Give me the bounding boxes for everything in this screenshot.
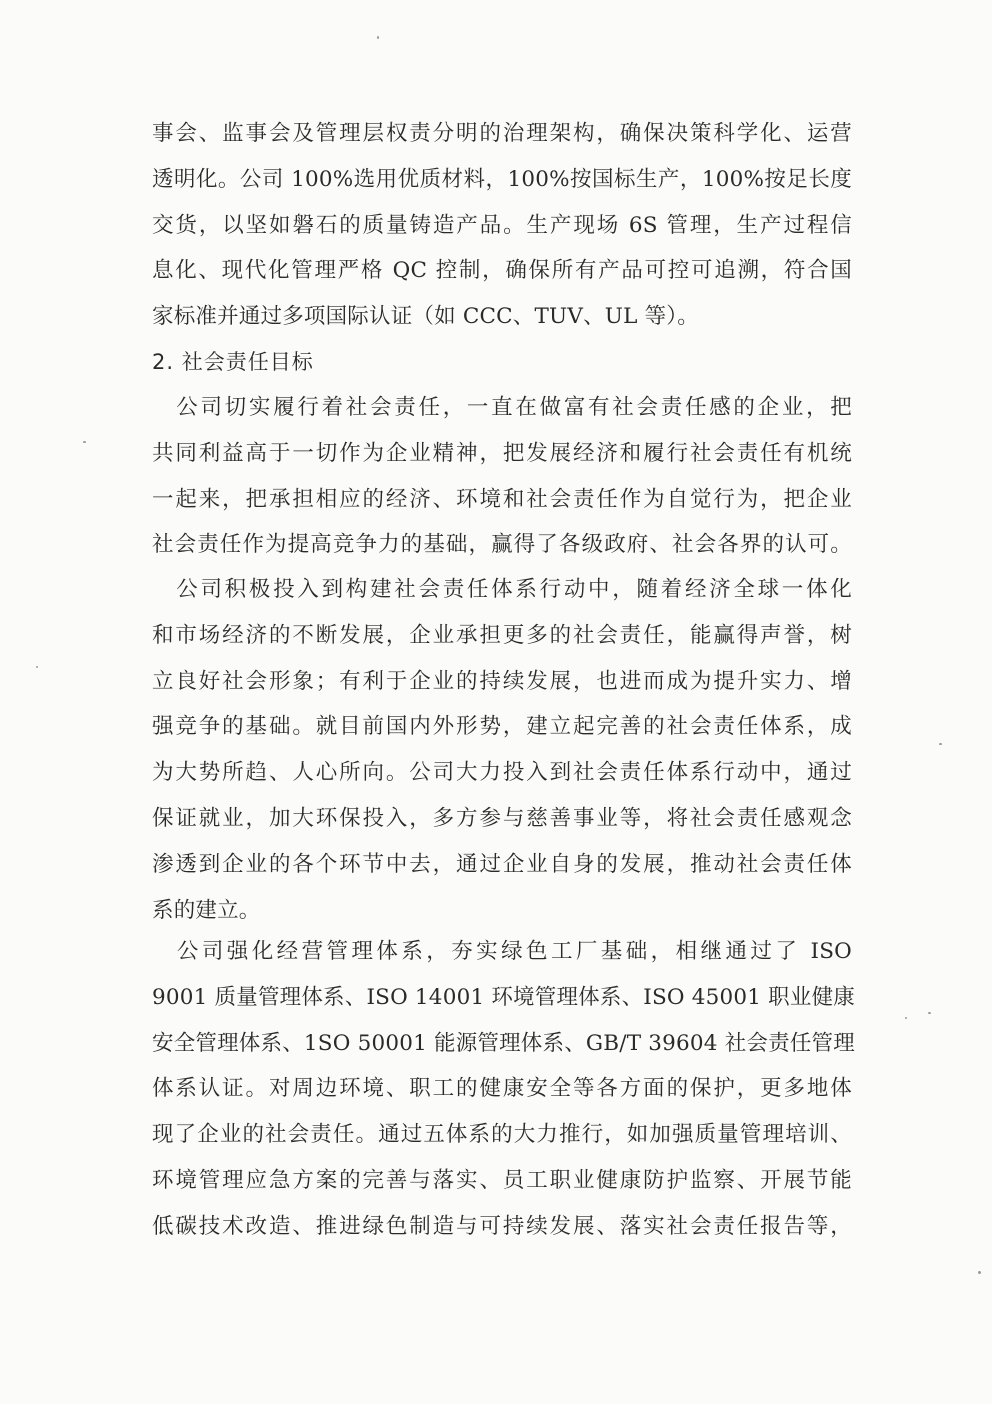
paragraph-line: 公司积极投入到构建社会责任体系行动中，随着经济全球一体化 [152, 577, 852, 602]
paragraph-line: 家标准并通过多项国际认证（如 CCC、TUV、UL 等）。 [152, 304, 699, 330]
paragraph-line: 公司切实履行着社会责任，一直在做富有社会责任感的企业，把 [152, 395, 852, 420]
scan-speck [939, 743, 942, 745]
paragraph-line: 息化、现代化管理严格 QC 控制，确保所有产品可控可追溯，符合国 [152, 258, 852, 284]
paragraph-line: 现了企业的社会责任。通过五体系的大力推行，如加强质量管理培训、 [152, 1122, 852, 1148]
paragraph-1 [152, 111, 852, 340]
paragraph-line: 保证就业，加大环保投入，多方参与慈善事业等，将社会责任感观念 [152, 805, 852, 831]
paragraph-line: 交货，以坚如磐石的质量铸造产品。生产现场 6S 管理，生产过程信 [152, 212, 852, 238]
scan-speck [905, 1017, 907, 1019]
paragraph-line: 体系认证。对周边环境、职工的健康安全等各方面的保护，更多地体 [152, 1076, 852, 1102]
scan-speck [377, 36, 379, 39]
paragraph-line: 一起来，把承担相应的经济、环境和社会责任作为自觉行为，把企业 [152, 486, 852, 512]
paragraph-line: 系的建立。 [152, 897, 261, 923]
paragraph-line: 事会、监事会及管理层权责分明的治理架构，确保决策科学化、运营 [152, 121, 852, 146]
paragraph-line: 安全管理体系、1SO 50001 能源管理体系、GB/T 39604 社会责任管理 [152, 1030, 855, 1056]
scan-speck [36, 666, 38, 668]
scan-speck [928, 1012, 931, 1014]
paragraph-line: 为大势所趋、人心所向。公司大力投入到社会责任体系行动中，通过 [152, 760, 852, 786]
section-heading: 2. 社会责任目标 [152, 350, 314, 374]
paragraph-line: 强竞争的基础。就目前国内外形势，建立起完善的社会责任体系，成 [152, 714, 852, 740]
paragraph-line: 环境管理应急方案的完善与落实、员工职业健康防护监察、开展节能 [152, 1167, 852, 1193]
scan-speck [978, 1271, 981, 1274]
paragraph-line: 立良好社会形象；有利于企业的持续发展，也进而成为提升实力、增 [152, 668, 852, 694]
paragraph-line: 和市场经济的不断发展，企业承担更多的社会责任，能赢得声誉，树 [152, 622, 852, 648]
paragraph-line: 共同利益高于一切作为企业精神，把发展经济和履行社会责任有机统 [152, 440, 852, 466]
scan-speck [83, 441, 86, 443]
paragraph-line: 渗透到企业的各个环节中去，通过企业自身的发展，推动社会责任体 [152, 851, 852, 877]
paragraph-2 [152, 385, 852, 568]
paragraph-3 [152, 567, 852, 933]
paragraph-line: 低碳技术改造、推进绿色制造与可持续发展、落实社会责任报告等， [152, 1213, 852, 1239]
paragraph-4 [152, 929, 855, 1250]
paragraph-line: 公司强化经营管理体系，夯实绿色工厂基础，相继通过了 ISO [152, 939, 852, 964]
paragraph-line: 社会责任作为提高竞争力的基础，赢得了各级政府、社会各界的认可。 [152, 532, 852, 558]
paragraph-line: 9001 质量管理体系、ISO 14001 环境管理体系、ISO 45001 职业健康 [152, 984, 855, 1010]
paragraph-line: 透明化。公司 100%选用优质材料，100%按国标生产，100%按足长度 [152, 166, 852, 192]
